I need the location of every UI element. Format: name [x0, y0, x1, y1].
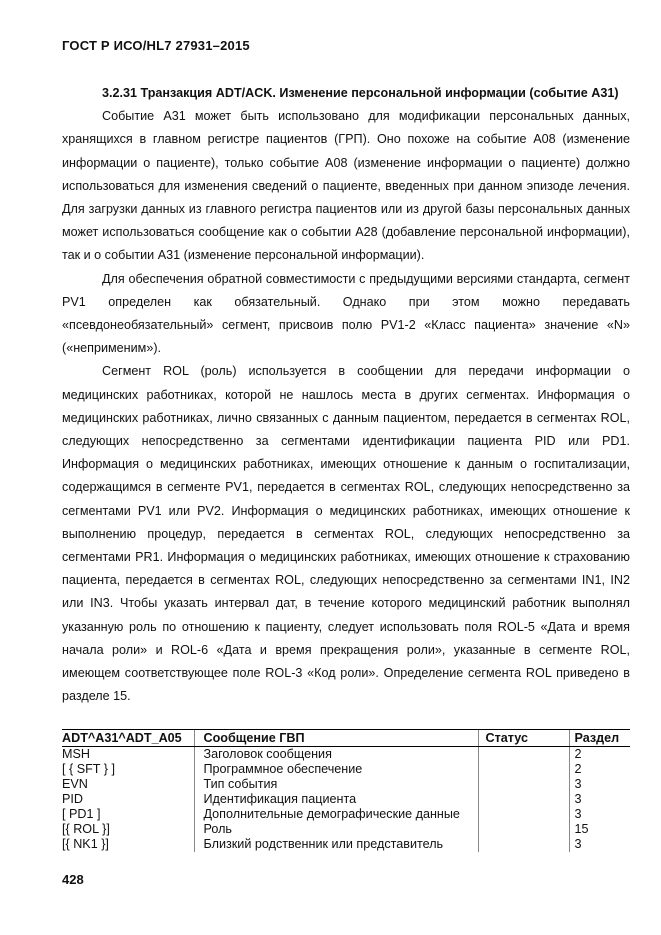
- column-header-description: Сообщение ГВП: [194, 730, 478, 747]
- table-row: [62, 807, 630, 822]
- segment-cell: MSH: [62, 747, 90, 761]
- paragraph: Сегмент ROL (роль) используется в сообщении для передачи информации о медицинских работниках, которой не нашлось места в других сегментах. Информация о медицинских работниках, лично связанных с данным пациентом, передается в сегментах ROL, следующих непосредственно за сегментами идентификации пациента PID или PD1. Информация о медицинских работниках, имеющих отношение к данным о госпитализации, содержащимся в сегменте PV1, передается в сегментах ROL, следующих непосредственно за сегментами PV1 или PV2. Информация о медицинских работниках, имеющих отношение к выполнению процедур, передается в сегментах ROL, следующих непосредственно за сегментами PR1. Информация о медицинских работниках, имеющих отношение к страхованию пациента, передается в сегментах ROL, следующих непосредственно за сегментами IN1, IN2 или IN3. Чтобы указать интервал дат, в течение которого медицинский работник выполнял указанную роль по отношению к пациенту, следует использовать поля ROL-5 «Дата и время начала роли» и ROL-6 «Дата и время прекращения роли», указанные в сегменте ROL, имеющем соответствующее поле ROL-3 «Код роли». Определение сегмента ROL приведено в разделе 15.: [62, 364, 630, 704]
- section-cell: 2: [569, 762, 630, 777]
- description-cell: Идентификация пациента: [194, 792, 478, 807]
- paragraph: Для обеспечения обратной совместимости с предыдущими версиями стандарта, сегмент PV1 определен как обязательный. Однако при этом можно передавать «псевдонеобязательный» сегмент, присвоив полю PV1-2 «Класс пациента» значение «N» («неприменим»).: [62, 271, 630, 356]
- status-cell: [478, 762, 569, 777]
- table-header-row: [62, 730, 630, 747]
- status-cell: [478, 792, 569, 807]
- segment-cell: [{ ROL }]: [62, 822, 110, 836]
- section-cell: 3: [569, 807, 630, 822]
- section-title: 3.2.31 Транзакция ADT/ACK. Изменение персональной информации (событие A31): [102, 86, 619, 100]
- description-cell: Программное обеспечение: [194, 762, 478, 777]
- segment-cell: PID: [62, 792, 83, 806]
- segment-cell: [ PD1 ]: [62, 807, 101, 821]
- status-cell: [478, 837, 569, 852]
- description-cell: Заголовок сообщения: [194, 747, 478, 763]
- section-cell: 2: [569, 747, 630, 763]
- document-header: ГОСТ Р ИСО/HL7 27931–2015: [62, 38, 250, 53]
- description-cell: Близкий родственник или представитель: [194, 837, 478, 852]
- column-header-message: ADT^A31^ADT_A05: [62, 730, 194, 747]
- status-cell: [478, 777, 569, 792]
- status-cell: [478, 822, 569, 837]
- section-cell: 3: [569, 792, 630, 807]
- page-number: 428: [62, 872, 84, 887]
- table-row: [62, 837, 630, 852]
- status-cell: [478, 747, 569, 763]
- table-row: [62, 747, 630, 763]
- description-cell: Дополнительные демографические данные: [194, 807, 478, 822]
- column-header-section: Раздел: [569, 730, 630, 747]
- description-cell: Тип события: [194, 777, 478, 792]
- column-header-status: Статус: [478, 730, 569, 747]
- section-cell: 3: [569, 777, 630, 792]
- segment-cell: [ { SFT } ]: [62, 762, 115, 776]
- message-structure-table: [62, 729, 630, 852]
- section-cell: 3: [569, 837, 630, 852]
- table-row: [62, 792, 630, 807]
- table-row: [62, 822, 630, 837]
- paragraph: Событие A31 может быть использовано для модификации персональных данных, хранящихся в главном регистре пациентов (ГРП). Оно похоже на событие A08 (изменение информации о пациенте), только событие A08 (изменение информации о пациенте) должно использоваться для изменения сведений о пациенте, введенных при данном эпизоде лечения. Для загрузки данных из главного регистра пациентов или из другой базы персональных данных может использоваться сообщение как о событии A28 (добавление персональной информации), так и о событии A31 (изменение персональной информации).: [62, 109, 630, 263]
- table-row: [62, 762, 630, 777]
- section-cell: 15: [569, 822, 630, 837]
- segment-cell: EVN: [62, 777, 88, 791]
- description-cell: Роль: [194, 822, 478, 837]
- segment-cell: [{ NK1 }]: [62, 837, 109, 851]
- document-body: [62, 82, 630, 708]
- status-cell: [478, 807, 569, 822]
- table-row: [62, 777, 630, 792]
